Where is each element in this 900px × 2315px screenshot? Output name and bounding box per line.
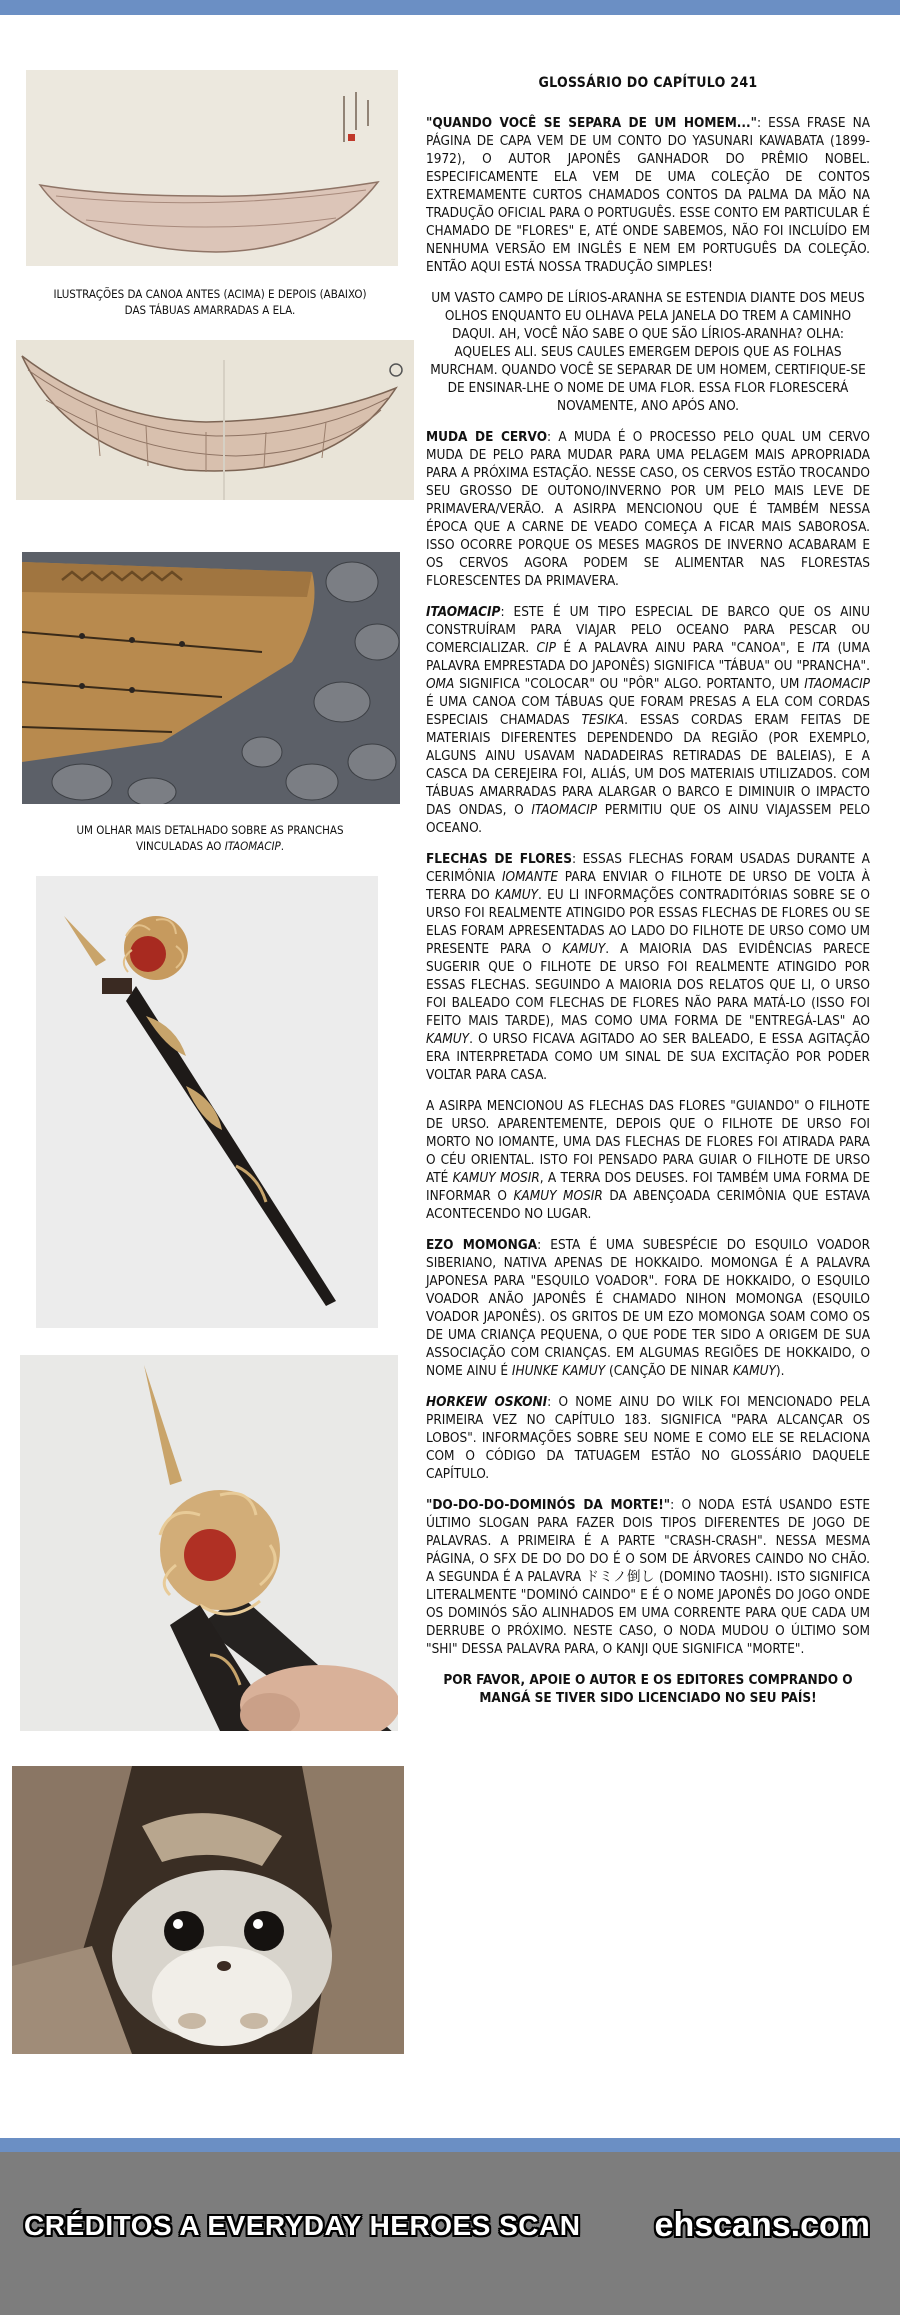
entry-body: : O NOME AINU DO WILK FOI MENCIONADO PELA PRIMEIRA VEZ NO CAPÍTULO 183. SIGNIFICA "PARA ALCANÇAR OS LOBOS". INFORMAÇÕES SOBRE SEU NOME E COMO ELE SE RELACIONA COM O CÓDIGO DA TATUAGEM ESTÃO NO GLOSSÁRIO DAQUELE CAPÍTULO. (426, 1394, 870, 1482)
itaomacip-caption-term: ITAOMACIP (224, 839, 281, 853)
ainu-word: KAMUY MOSIR (513, 1188, 603, 1204)
entry-body: (CANÇÃO DE NINAR (605, 1363, 733, 1379)
ainu-word: IOMANTE (501, 869, 559, 885)
entry-flower-arrows-guiding (426, 1097, 870, 1223)
entry-body: PARA ENVIAR O FILHOTE DE URSO DE VOLTA À TERRA DO (426, 869, 870, 903)
entry-body: É A PALAVRA AINU PARA "CANOA", E (555, 640, 813, 656)
entry-deer-molt (426, 428, 870, 590)
support-note: POR FAVOR, APOIE O AUTOR E OS EDITORES COMPRANDO O MANGÁ SE TIVER SIDO LICENCIADO NO SEU PAÍS! (443, 1672, 853, 1706)
canoe-caption: ILUSTRAÇÕES DA CANOA ANTES (ACIMA) E DEPOIS (ABAIXO) DAS TÁBUAS AMARRADAS A ELA. (53, 287, 367, 317)
flower-arrow-photo-2 (20, 1355, 398, 1731)
entry-term: MUDA DE CERVO (426, 429, 548, 445)
glossary-title: GLOSSÁRIO DO CAPÍTULO 241 (538, 75, 758, 91)
ainu-word: TESIKA (581, 712, 625, 728)
itaomacip-caption-text: UM OLHAR MAIS DETALHADO SOBRE AS PRANCHAS VINCULADAS AO (76, 823, 344, 853)
glossary-column (426, 74, 870, 1720)
entry-dominoes (426, 1496, 870, 1658)
entry-itaomacip (426, 603, 870, 837)
ezo-momonga-photo (12, 1766, 404, 2054)
ainu-word: CIP (536, 640, 556, 656)
ainu-word: ITAOMACIP (531, 802, 598, 818)
credits-text: CRÉDITOS A EVERYDAY HEROES SCAN (24, 2210, 581, 2241)
entry-body: . ESSAS CORDAS ERAM FEITAS DE MATERIAIS DIFERENTES DEPENDENDO DA REGIÃO (POR EXEMPLO, ALGUNS AINU USAVAM NADADEIRAS RETIRADAS DE BALEIAS), E A CASCA DA CEREJEIRA FOI, ALIÁS, UM DOS MATERIAIS UTILIZADOS. COM TÁBUAS AMARRADAS PARA ALARGAR O BARCO E DIMINUIR O IMPACTO DAS ONDAS, O (426, 712, 870, 818)
bottom-border (0, 2138, 900, 2152)
ainu-word: KAMUY (494, 887, 539, 903)
entry-body: : O NODA ESTÁ USANDO ESTE ÚLTIMO SLOGAN PARA FAZER DOIS TIPOS DIFERENTES DE JOGO DE PALAVRAS. A PRIMEIRA É A PARTE "CRASH-CRASH". NESSA MESMA PÁGINA, O SFX DE DO DO DO É O SOM DE ÁRVORES CAINDO NO CHÃO. A SEGUNDA É A PALAVRA ドミノ倒し (DOMINO TAOSHI). ISTO SIGNIFICA LITERALMENTE "DOMINÓ CAINDO" E É O NOME JAPONÊS DO JOGO ONDE OS DOMINÓS SÃO ALINHADOS EM UMA CORRENTE PARA QUE CADA UM DERRUBE O PRÓXIMO. NESTE CASO, O NODA MUDOU O ÚLTIMO SOM "SHI" DESSA PALAVRA PARA, O KANJI QUE SIGNIFICA "MORTE". (426, 1497, 870, 1657)
footer-banner (0, 2152, 900, 2315)
entry-body: : A MUDA É O PROCESSO PELO QUAL UM CERVO MUDA DE PELO PARA MUDAR PARA UMA PELAGEM MAIS APROPRIADA PARA A PRÓXIMA ESTAÇÃO. NESSE CASO, OS CERVOS ESTÃO TROCANDO SEU GROSSO DE OUTONO/INVERNO POR UM PELO MAIS LEVE DE PRIMAVERA/VERÃO. A ASIRPA MENCIONOU QUE É TAMBÉM NESSA ÉPOCA QUE A CARNE DE VEADO COMEÇA A FICAR MAIS SABOROSA. ISSO OCORRE PORQUE OS MESES MAGROS DE INVERNO ACABARAM E OS CERVOS AGORA PODEM SE ALIMENTAR NAS FLORESTAS FLORESCENTES DA PRIMAVERA. (426, 429, 870, 589)
entry-body: : ESSAS FLECHAS FORAM USADAS DURANTE A CERIMÔNIA (426, 851, 870, 885)
entry-body: PERMITIU QUE OS AINU VIAJASSEM PELO OCEANO. (426, 802, 870, 836)
entry-body: . O URSO FICAVA AGITADO AO SER BALEADO, E ESSA AGITAÇÃO ERA INTERPRETADA COMO UM SINAL DE SUA EXCITAÇÃO POR PODER VOLTAR PARA CASA. (426, 1031, 870, 1083)
itaomacip-caption (50, 822, 370, 854)
entry-term: "DO-DO-DO-DOMINÓS DA MORTE!" (426, 1497, 671, 1513)
ainu-word: ITA (812, 640, 831, 656)
translated-story: UM VASTO CAMPO DE LÍRIOS-ARANHA SE ESTENDIA DIANTE DOS MEUS OLHOS ENQUANTO EU OLHAVA PELA JANELA DO TREM A CAMINHO DAQUI. AH, VOCÊ NÃO SABE O QUE SÃO LÍRIOS-ARANHA? OLHA: AQUELES ALI. SEUS CAULES EMERGEM DEPOIS QUE AS FOLHAS MURCHAM. QUANDO VOCÊ SE SEPARAR DE UM HOMEM, CERTIFIQUE-SE DE ENSINAR-LHE O NOME DE UMA FLOR. ESSA FLOR FLORESCERÁ NOVAMENTE, ANO APÓS ANO. (430, 290, 866, 414)
entry-term: EZO MOMONGA (426, 1237, 538, 1253)
entry-body: . A MAIORIA DAS EVIDÊNCIAS PARECE SUGERIR QUE O FILHOTE DE URSO FOI REALMENTE ATINGIDO POR ESSAS FLECHAS. SEGUINDO A MAIORIA DOS RELATOS QUE LI, O URSO FOI BALEADO COM FLECHAS DE FLORES NÃO PARA MATÁ-LO (ISSO FOI FEITO MAIS TARDE), MAS COMO UMA FORMA DE "ENTREGÁ-LAS" AO (426, 941, 870, 1029)
entry-horkew-oskoni (426, 1393, 870, 1483)
entry-flower-arrows (426, 850, 870, 1084)
entry-body: . EU LI INFORMAÇÕES CONTRADITÓRIAS SOBRE SE O URSO FOI REALMENTE ATINGIDO POR ESSAS FLECHAS DE FLORES OU SE ELAS FORAM APRESENTADAS AO LADO DO FILHOTE DE URSO COMO UM PRESENTE PARA O (426, 887, 870, 957)
ainu-word: IHUNKE KAMUY (511, 1363, 606, 1379)
itaomacip-closeup-photo (22, 552, 400, 804)
entry-body: É UMA CANOA COM TÁBUAS QUE FORAM PRESAS A ELA COM CORDAS ESPECIAIS CHAMADAS (426, 694, 870, 728)
canoe-after-illustration (16, 340, 414, 500)
entry-term: HORKEW OSKONI (426, 1394, 548, 1410)
entry-body: DA ABENÇOADA CERIMÔNIA QUE ESTAVA ACONTECENDO NO LUGAR. (426, 1188, 870, 1222)
entry-body: ). (775, 1363, 785, 1379)
ainu-word: OMA (426, 676, 455, 692)
entry-cover-quote (426, 114, 870, 276)
ainu-word: KAMUY MOSIR (452, 1170, 540, 1186)
ainu-word: ITAOMACIP (804, 676, 870, 692)
entry-term: "QUANDO VOCÊ SE SEPARA DE UM HOMEM..." (426, 115, 757, 131)
entry-body: : ESSA FRASE NA PÁGINA DE CAPA VEM DE UM CONTO DO YASUNARI KAWABATA (1899-1972), O AUTOR JAPONÊS GANHADOR DO PRÊMIO NOBEL. ESPECIFICAMENTE ELA VEM DE UMA COLEÇÃO DE CONTOS EXTREMAMENTE CURTOS CHAMADOS CONTOS DA PALMA DA MÃO NA TRADUÇÃO OFICIAL PARA O PORTUGUÊS. ESSE CONTO EM PARTICULAR É CHAMADO DE "FLORES" E, ATÉ ONDE SABEMOS, NÃO FOI INCLUÍDO EM NENHUMA VERSÃO EM INGLÊS E NEM EM PORTUGUÊS DA COLEÇÃO. ENTÃO AQUI ESTÁ NOSSA TRADUÇÃO SIMPLES! (426, 115, 870, 275)
entry-body: (UMA PALAVRA EMPRESTADA DO JAPONÊS) SIGNIFICA "TÁBUA" OU "PRANCHA". (426, 640, 870, 674)
entry-ezo-momonga (426, 1236, 870, 1380)
entry-body: , A TERRA DOS DEUSES. FOI TAMBÉM UMA FORMA DE INFORMAR O (426, 1170, 871, 1204)
ainu-word: KAMUY (732, 1363, 776, 1379)
top-border (0, 0, 900, 15)
entry-body: : ESTA É UMA SUBESPÉCIE DO ESQUILO VOADOR SIBERIANO, NATIVA APENAS DE HOKKAIDO. MOMONGA É A PALAVRA JAPONESA PARA "ESQUILO VOADOR". FORA DE HOKKAIDO, O ESQUILO VOADOR ANÃO JAPONÊS É CHAMADO NIHON MOMONGA (ESQUILO VOADOR JAPONÊS). OS GRITOS DE UM EZO MOMONGA SOAM COMO OS DE UMA CRIANÇA PEQUENA, O QUE PODE TER SIDO A ORIGEM DE SUA ASSOCIAÇÃO COM CRIANÇAS. EM ALGUMAS REGIÕES DE HOKKAIDO, O NOME AINU É (426, 1237, 871, 1379)
site-link[interactable]: ehscans.com (654, 2206, 870, 2244)
flower-arrow-photo-1 (36, 876, 378, 1328)
itaomacip-caption-end: . (280, 839, 285, 853)
entry-body: A ASIRPA MENCIONOU AS FLECHAS DAS FLORES "GUIANDO" O FILHOTE DE URSO. APARENTEMENTE, DEPOIS QUE O FILHOTE DE URSO FOI MORTO NO IOMANTE, UMA DAS FLECHAS DE FLORES FOI ATIRADA PARA O CÉU ORIENTAL. ISTO FOI PENSADO PARA GUIAR O FILHOTE DE URSO ATÉ (426, 1098, 870, 1186)
canoe-before-illustration (26, 70, 398, 266)
entry-body: : ESTE É UM TIPO ESPECIAL DE BARCO QUE OS AINU CONSTRUÍRAM PARA VIAJAR PELO OCEANO PARA PESCAR OU COMERCIALIZAR. (426, 604, 870, 656)
entry-body: SIGNIFICA "COLOCAR" OU "PÔR" ALGO. PORTANTO, UM (454, 676, 805, 692)
entry-term: FLECHAS DE FLORES (426, 851, 572, 867)
ainu-word: KAMUY (562, 941, 606, 957)
ainu-word: KAMUY (426, 1031, 470, 1047)
entry-term: ITAOMACIP (426, 604, 501, 620)
